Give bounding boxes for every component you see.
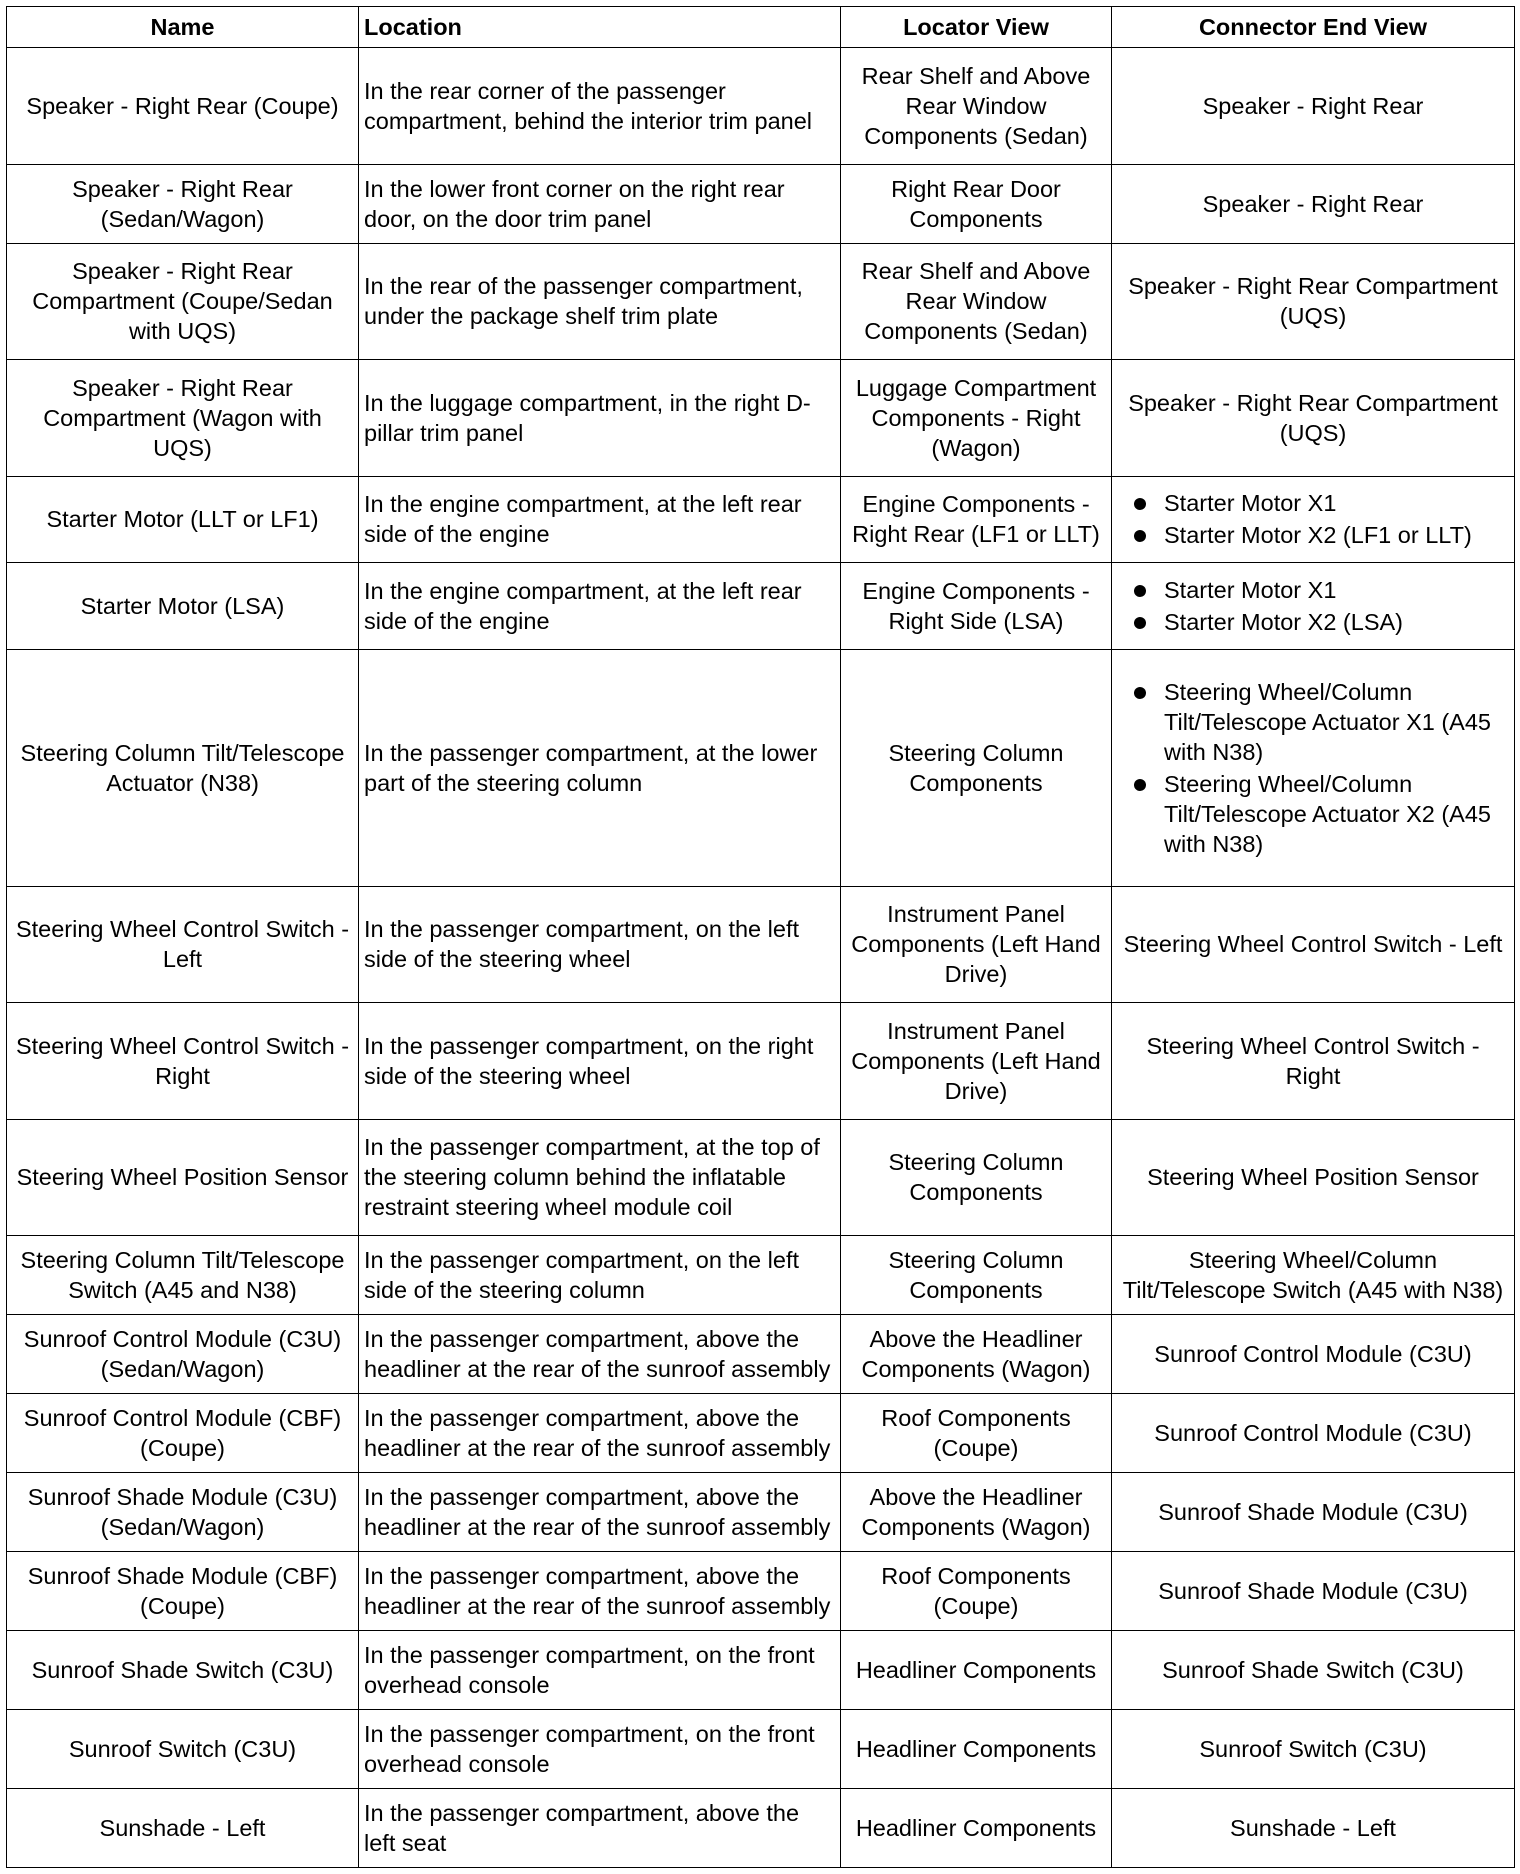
cell-locator-view: Steering Column Components: [841, 649, 1112, 886]
cell-name: Starter Motor (LSA): [7, 563, 359, 649]
cell-connector-end-view: Speaker - Right Rear: [1112, 48, 1515, 165]
cell-name: Sunroof Shade Switch (C3U): [7, 1630, 359, 1709]
cell-name: Speaker - Right Rear Compartment (Coupe/Sedan with UQS): [7, 243, 359, 360]
cell-name: Sunroof Control Module (C3U) (Sedan/Wagon): [7, 1315, 359, 1394]
table-row: [7, 1119, 1515, 1236]
table-row: [7, 563, 1515, 649]
cell-connector-end-view: Steering Wheel Control Switch - Left: [1112, 886, 1515, 1003]
cell-name: Sunroof Control Module (CBF) (Coupe): [7, 1394, 359, 1473]
cell-locator-view: Roof Components (Coupe): [841, 1394, 1112, 1473]
cell-connector-end-view: Steering Wheel Position Sensor: [1112, 1119, 1515, 1236]
table-row: [7, 48, 1515, 165]
cell-locator-view: Above the Headliner Components (Wagon): [841, 1315, 1112, 1394]
cell-location: In the passenger compartment, on the front overhead console: [359, 1709, 841, 1788]
cell-name: Steering Wheel Position Sensor: [7, 1119, 359, 1236]
cell-locator-view: Rear Shelf and Above Rear Window Components (Sedan): [841, 243, 1112, 360]
cell-connector-end-view: Sunroof Shade Switch (C3U): [1112, 1630, 1515, 1709]
table-row: [7, 1630, 1515, 1709]
cell-name: Starter Motor (LLT or LF1): [7, 476, 359, 562]
table-row: [7, 1788, 1515, 1867]
connector-list-item: Starter Motor X2 (LF1 or LLT): [1126, 520, 1509, 550]
header-row: [7, 7, 1515, 48]
cell-connector-end-view: Sunshade - Left: [1112, 1788, 1515, 1867]
connector-list-item: Starter Motor X1: [1126, 488, 1509, 518]
cell-locator-view: Steering Column Components: [841, 1236, 1112, 1315]
cell-connector-end-view: [1112, 563, 1515, 649]
table-row: [7, 360, 1515, 477]
cell-name: Sunroof Switch (C3U): [7, 1709, 359, 1788]
cell-name: Steering Wheel Control Switch - Left: [7, 886, 359, 1003]
cell-location: In the passenger compartment, on the right side of the steering wheel: [359, 1003, 841, 1120]
table-row: [7, 476, 1515, 562]
cell-location: In the passenger compartment, above the headliner at the rear of the sunroof assembly: [359, 1315, 841, 1394]
cell-location: In the passenger compartment, on the front overhead console: [359, 1630, 841, 1709]
component-locator-table: [6, 6, 1515, 1868]
cell-connector-end-view: Sunroof Shade Module (C3U): [1112, 1473, 1515, 1552]
cell-location: In the rear corner of the passenger compartment, behind the interior trim panel: [359, 48, 841, 165]
connector-list-item: Starter Motor X1: [1126, 575, 1509, 605]
table-row: [7, 1236, 1515, 1315]
cell-location: In the passenger compartment, at the top of the steering column behind the inflatable restraint steering wheel module coil: [359, 1119, 841, 1236]
column-header-location: Location: [359, 7, 841, 48]
column-header-name: Name: [7, 7, 359, 48]
cell-name: Steering Wheel Control Switch - Right: [7, 1003, 359, 1120]
cell-location: In the passenger compartment, on the left side of the steering wheel: [359, 886, 841, 1003]
cell-name: Speaker - Right Rear (Sedan/Wagon): [7, 164, 359, 243]
cell-name: Speaker - Right Rear Compartment (Wagon with UQS): [7, 360, 359, 477]
cell-location: In the luggage compartment, in the right D-pillar trim panel: [359, 360, 841, 477]
cell-locator-view: Engine Components - Right Side (LSA): [841, 563, 1112, 649]
cell-location: In the passenger compartment, at the lower part of the steering column: [359, 649, 841, 886]
cell-name: Sunroof Shade Module (C3U) (Sedan/Wagon): [7, 1473, 359, 1552]
cell-name: Speaker - Right Rear (Coupe): [7, 48, 359, 165]
table-row: [7, 164, 1515, 243]
cell-locator-view: Engine Components - Right Rear (LF1 or LLT): [841, 476, 1112, 562]
cell-locator-view: Luggage Compartment Components - Right (Wagon): [841, 360, 1112, 477]
cell-locator-view: Rear Shelf and Above Rear Window Components (Sedan): [841, 48, 1112, 165]
connector-list-item: Starter Motor X2 (LSA): [1126, 607, 1509, 637]
cell-connector-end-view: [1112, 476, 1515, 562]
table-row: [7, 1552, 1515, 1631]
connector-list-item: Steering Wheel/Column Tilt/Telescope Actuator X1 (A45 with N38): [1126, 677, 1509, 767]
cell-location: In the engine compartment, at the left rear side of the engine: [359, 563, 841, 649]
cell-connector-end-view: [1112, 649, 1515, 886]
column-header-locator-view: Locator View: [841, 7, 1112, 48]
cell-connector-end-view: Sunroof Control Module (C3U): [1112, 1315, 1515, 1394]
cell-connector-end-view: Speaker - Right Rear Compartment (UQS): [1112, 360, 1515, 477]
cell-connector-end-view: Steering Wheel Control Switch - Right: [1112, 1003, 1515, 1120]
table-row: [7, 649, 1515, 886]
cell-location: In the rear of the passenger compartment, under the package shelf trim plate: [359, 243, 841, 360]
cell-locator-view: Roof Components (Coupe): [841, 1552, 1112, 1631]
cell-location: In the engine compartment, at the left rear side of the engine: [359, 476, 841, 562]
cell-name: Steering Column Tilt/Telescope Actuator (N38): [7, 649, 359, 886]
cell-locator-view: Headliner Components: [841, 1709, 1112, 1788]
cell-locator-view: Headliner Components: [841, 1630, 1112, 1709]
cell-connector-end-view: Speaker - Right Rear Compartment (UQS): [1112, 243, 1515, 360]
cell-locator-view: Instrument Panel Components (Left Hand Drive): [841, 886, 1112, 1003]
cell-locator-view: Above the Headliner Components (Wagon): [841, 1473, 1112, 1552]
table-row: [7, 1394, 1515, 1473]
cell-location: In the lower front corner on the right rear door, on the door trim panel: [359, 164, 841, 243]
table-row: [7, 886, 1515, 1003]
table-row: [7, 1315, 1515, 1394]
cell-locator-view: Steering Column Components: [841, 1119, 1112, 1236]
table-row: [7, 243, 1515, 360]
cell-name: Sunroof Shade Module (CBF) (Coupe): [7, 1552, 359, 1631]
cell-connector-end-view: Sunroof Switch (C3U): [1112, 1709, 1515, 1788]
cell-locator-view: Headliner Components: [841, 1788, 1112, 1867]
cell-connector-end-view: Sunroof Control Module (C3U): [1112, 1394, 1515, 1473]
cell-location: In the passenger compartment, above the headliner at the rear of the sunroof assembly: [359, 1394, 841, 1473]
column-header-connector-end-view: Connector End View: [1112, 7, 1515, 48]
connector-list: [1126, 677, 1509, 859]
table-row: [7, 1709, 1515, 1788]
table-row: [7, 1003, 1515, 1120]
table-row: [7, 1473, 1515, 1552]
cell-location: In the passenger compartment, above the headliner at the rear of the sunroof assembly: [359, 1473, 841, 1552]
cell-name: Sunshade - Left: [7, 1788, 359, 1867]
cell-connector-end-view: Sunroof Shade Module (C3U): [1112, 1552, 1515, 1631]
cell-location: In the passenger compartment, above the left seat: [359, 1788, 841, 1867]
connector-list: [1126, 575, 1509, 637]
cell-location: In the passenger compartment, above the headliner at the rear of the sunroof assembly: [359, 1552, 841, 1631]
cell-connector-end-view: Steering Wheel/Column Tilt/Telescope Switch (A45 with N38): [1112, 1236, 1515, 1315]
cell-connector-end-view: Speaker - Right Rear: [1112, 164, 1515, 243]
connector-list: [1126, 488, 1509, 550]
cell-locator-view: Instrument Panel Components (Left Hand Drive): [841, 1003, 1112, 1120]
cell-name: Steering Column Tilt/Telescope Switch (A45 and N38): [7, 1236, 359, 1315]
cell-locator-view: Right Rear Door Components: [841, 164, 1112, 243]
connector-list-item: Steering Wheel/Column Tilt/Telescope Actuator X2 (A45 with N38): [1126, 769, 1509, 859]
cell-location: In the passenger compartment, on the left side of the steering column: [359, 1236, 841, 1315]
